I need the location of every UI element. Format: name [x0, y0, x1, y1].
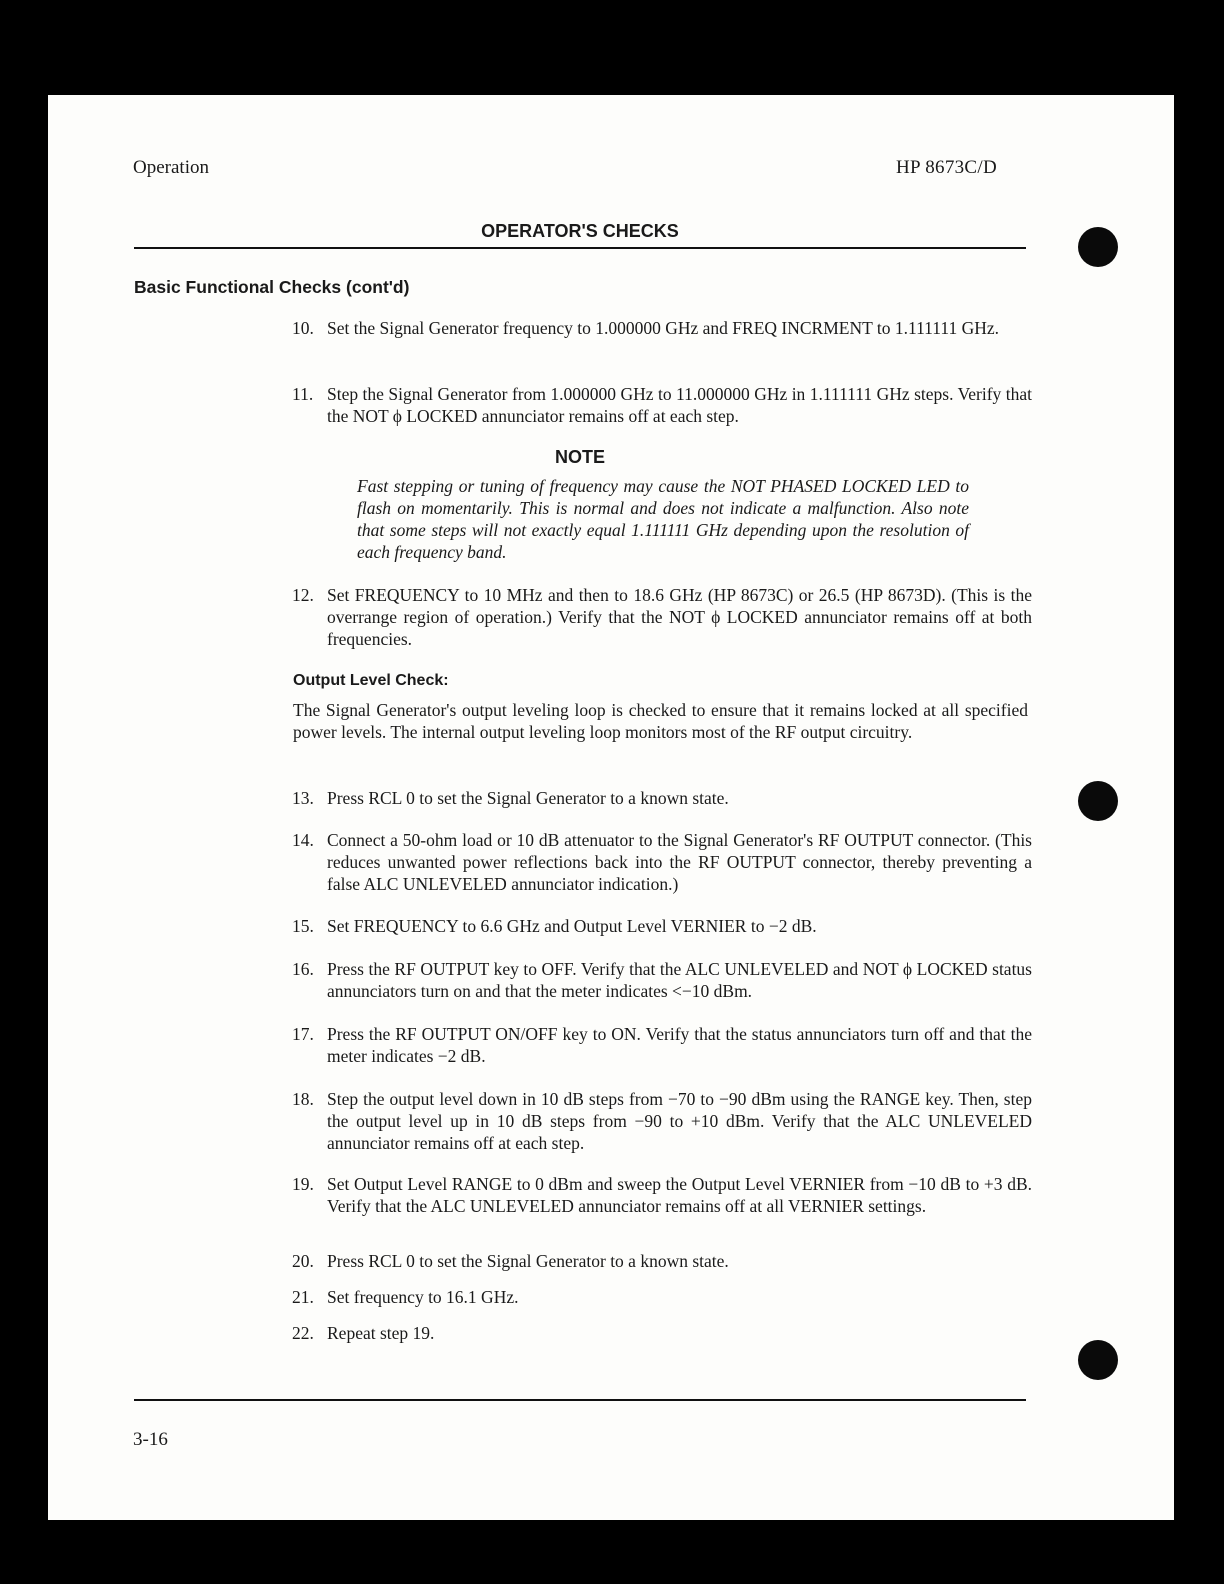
- punch-hole: [1078, 781, 1118, 821]
- step-19: [292, 1173, 1032, 1217]
- step-20: [292, 1250, 1032, 1272]
- punch-hole: [1078, 1340, 1118, 1380]
- footer-rule: [134, 1399, 1026, 1401]
- step-text: Set the Signal Generator frequency to 1.000000 GHz and FREQ INCRMENT to 1.111111 GHz.: [327, 318, 1000, 338]
- step-text: Repeat step 19.: [327, 1323, 435, 1343]
- step-number: 19.: [292, 1174, 314, 1194]
- step-number: 21.: [292, 1287, 314, 1307]
- step-text: Set FREQUENCY to 6.6 GHz and Output Level VERNIER to −2 dB.: [327, 916, 817, 936]
- step-number: 16.: [292, 959, 314, 979]
- step-text: Step the Signal Generator from 1.000000 GHz to 11.000000 GHz in 1.111111 GHz steps. Verify that the NOT ϕ LOCKED annunciator remains off at each step.: [327, 384, 1032, 426]
- step-text: Set frequency to 16.1 GHz.: [327, 1287, 519, 1307]
- output-level-heading: Output Level Check:: [293, 672, 449, 689]
- step-15: [292, 915, 1032, 937]
- punch-hole: [1078, 227, 1118, 267]
- step-22: [292, 1322, 1032, 1344]
- step-10: [292, 317, 1032, 339]
- step-11: [292, 383, 1032, 427]
- step-number: 10.: [292, 318, 314, 338]
- step-text: Press RCL 0 to set the Signal Generator to a known state.: [327, 788, 729, 808]
- note-title: NOTE: [554, 447, 605, 467]
- step-number: 12.: [292, 585, 314, 605]
- step-16: [292, 958, 1032, 1002]
- output-level-text: The Signal Generator's output leveling loop is checked to ensure that it remains locked at all specified power levels. The internal output leveling loop monitors most of the RF output circuitry.: [293, 700, 1028, 742]
- step-21: [292, 1286, 1032, 1308]
- step-number: 13.: [292, 788, 314, 808]
- step-text: Set FREQUENCY to 10 MHz and then to 18.6 GHz (HP 8673C) or 26.5 (HP 8673D). (This is the overrange region of operation.) Verify that the NOT ϕ LOCKED annunciator remains off at both frequencies.: [327, 585, 1032, 649]
- step-14: [292, 829, 1032, 895]
- step-number: 17.: [292, 1024, 314, 1044]
- step-text: Press the RF OUTPUT key to OFF. Verify that the ALC UNLEVELED and NOT ϕ LOCKED status annunciators turn on and that the meter indicates <−10 dBm.: [327, 959, 1032, 1001]
- step-number: 18.: [292, 1089, 314, 1109]
- step-18: [292, 1088, 1032, 1154]
- step-text: Step the output level down in 10 dB steps from −70 to −90 dBm using the RANGE key. Then, step the output level up in 10 dB steps from −90 to +10 dBm. Verify that the ALC UNLEVELED annunciator remains off at each step.: [327, 1089, 1032, 1153]
- step-12: [292, 584, 1032, 650]
- header-rule: [134, 247, 1026, 249]
- subheading: Basic Functional Checks (cont'd): [134, 277, 410, 297]
- step-text: Connect a 50-ohm load or 10 dB attenuator to the Signal Generator's RF OUTPUT connector. (This reduces unwanted power reflections back into the RF OUTPUT connector, thereby preventing a false ALC UNLEVELED annunciator indication.): [327, 830, 1032, 894]
- step-number: 14.: [292, 830, 314, 850]
- step-13: [292, 787, 1032, 809]
- step-number: 15.: [292, 916, 314, 936]
- document-page: [48, 95, 1174, 1520]
- step-text: Set Output Level RANGE to 0 dBm and sweep the Output Level VERNIER from −10 dB to +3 dB. Verify that the ALC UNLEVELED annunciator remains off at all VERNIER settings.: [327, 1174, 1032, 1216]
- step-number: 20.: [292, 1251, 314, 1271]
- step-text: Press the RF OUTPUT ON/OFF key to ON. Verify that the status annunciators turn off and that the meter indicates −2 dB.: [327, 1024, 1032, 1066]
- step-number: 11.: [292, 384, 314, 404]
- header-section: Operation: [133, 157, 209, 178]
- header-model: HP 8673C/D: [896, 157, 998, 178]
- page-title: OPERATOR'S CHECKS: [481, 221, 679, 241]
- note-text: Fast stepping or tuning of frequency may cause the NOT PHASED LOCKED LED to flash on momentarily. This is normal and does not indicate a malfunction. Also note that some steps will not exactly equal 1.111111 GHz depending upon the resolution of each frequency band.: [357, 476, 969, 562]
- step-number: 22.: [292, 1323, 314, 1343]
- step-text: Press RCL 0 to set the Signal Generator to a known state.: [327, 1251, 729, 1271]
- page-number: 3-16: [133, 1429, 168, 1450]
- step-17: [292, 1023, 1032, 1067]
